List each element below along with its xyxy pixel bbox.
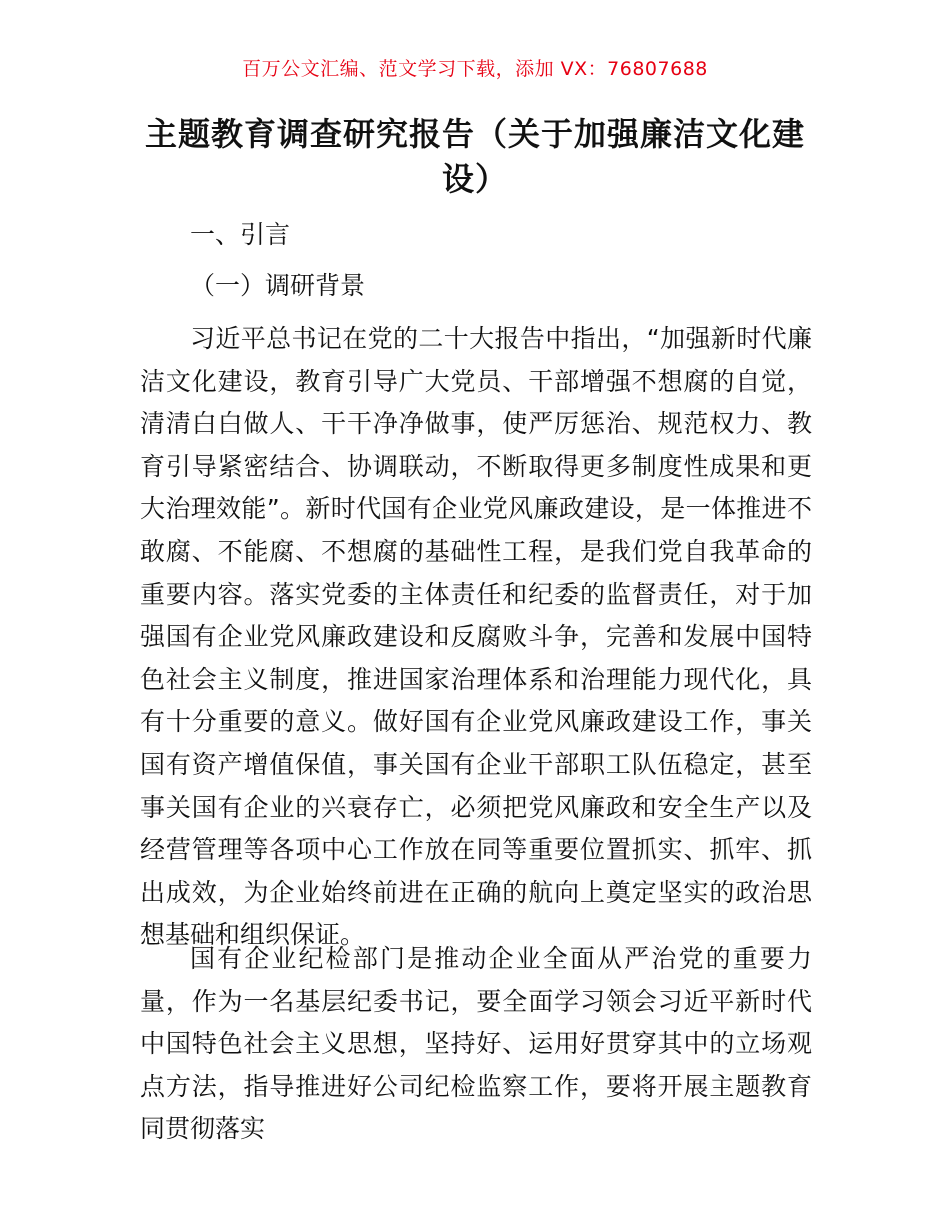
body-paragraph-1: 习近平总书记在党的二十大报告中指出，“加强新时代廉洁文化建设，教育引导广大党员、干部增强不想腐的自觉，清清白白做人、干干净净做事，使严厉惩治、规范权力、教育引导紧密结合、协调联动，不断取得更多制度性成果和更大治理效能”。新时代国有企业党风廉政建设，是一体推进不敢腐、不能腐、不想腐的基础性工程，是我们党自我革命的重要内容。落实党委的主体责任和纪委的监督责任，对于加强国有企业党风廉政建设和反腐败斗争，完善和发展中国特色社会主义制度，推进国家治理体系和治理能力现代化，具有十分重要的意义。做好国有企业党风廉政建设工作，事关国有资产增值保值，事关国有企业干部职工队伍稳定，甚至事关国有企业的兴衰存亡，必须把党风廉政和安全生产以及经营管理等各项中心工作放在同等重要位置抓实、抓牢、抓出成效，为企业始终前进在正确的航向上奠定坚实的政治思想基础和组织保证。 <box>140 324 812 950</box>
document-title: 主题教育调查研究报告（关于加强廉洁文化建设） <box>144 115 805 198</box>
section-heading: 一、引言 <box>190 220 291 249</box>
header-watermark-note: 百万公文汇编、范文学习下载，添加 VX：76807688 <box>242 58 708 80</box>
subsection-heading: （一）调研背景 <box>190 271 366 300</box>
body-paragraph-2: 国有企业纪检部门是推动企业全面从严治党的重要力量，作为一名基层纪委书记，要全面学习领会习近平新时代中国特色社会主义思想，坚持好、运用好贯穿其中的立场观点方法，指导推进好公司纪检监察工作，要将开展主题教育同贯彻落实 <box>140 944 812 1144</box>
